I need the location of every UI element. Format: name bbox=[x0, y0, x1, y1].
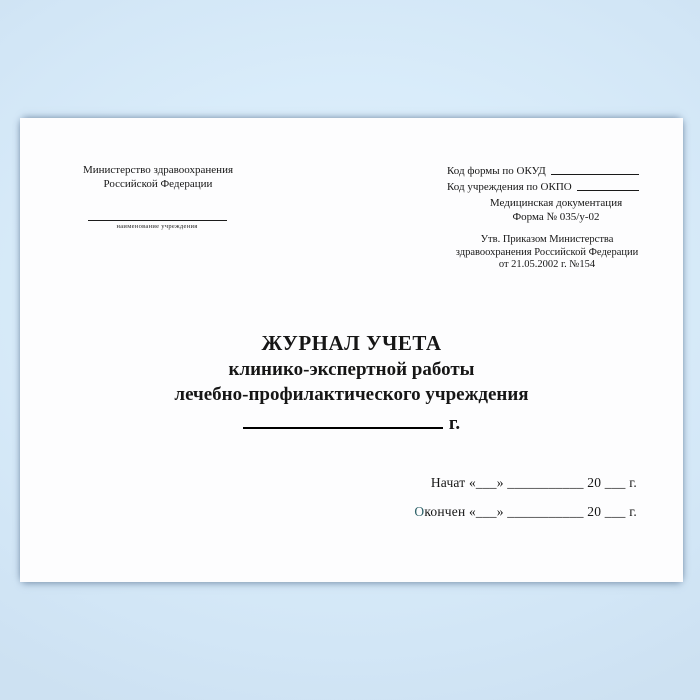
journal-title-line-2: клинико-экспертной работы bbox=[228, 359, 475, 380]
okud-blank-line bbox=[551, 174, 639, 175]
ministry-line-2: Российской Федерации bbox=[103, 177, 213, 190]
journal-title-line-1: ЖУРНАЛ УЧЕТА bbox=[261, 331, 442, 355]
journal-title-block bbox=[20, 330, 683, 435]
approval-line-3: от 21.05.2002 г. №154 bbox=[498, 259, 596, 270]
finished-date-text: кончен «___» ___________ 20 ___ г. bbox=[424, 504, 637, 519]
okpo-blank-line bbox=[577, 190, 639, 191]
okud-label: Код формы по ОКУД bbox=[447, 165, 546, 177]
okud-code-row bbox=[447, 164, 639, 177]
approval-line-2: здравоохранения Российской Федерации bbox=[455, 246, 639, 258]
year-suffix: г. bbox=[448, 413, 461, 434]
codes-block bbox=[447, 164, 639, 196]
year-blank-line bbox=[243, 414, 443, 429]
ministry-line-1: Министерство здравоохранения bbox=[82, 164, 234, 176]
medical-documentation-label: Медицинская документация bbox=[489, 197, 623, 209]
finished-date-row bbox=[357, 504, 637, 520]
approval-block bbox=[442, 234, 652, 272]
finished-first-letter: О bbox=[414, 504, 425, 519]
institution-name-caption: наименование учреждения bbox=[116, 223, 198, 230]
okpo-code-row bbox=[447, 180, 639, 193]
journal-year-row bbox=[20, 413, 683, 435]
approval-line-1: Утв. Приказом Министерства bbox=[480, 234, 614, 245]
form-number: Форма № 035/у-02 bbox=[512, 210, 600, 223]
ministry-block bbox=[68, 164, 248, 191]
institution-name-blank-line bbox=[88, 220, 227, 221]
journal-cover-page bbox=[20, 118, 683, 582]
medical-documentation-block bbox=[456, 197, 656, 224]
okpo-label: Код учреждения по ОКПО bbox=[447, 181, 572, 193]
started-date-row: Начат «___» ___________ 20 ___ г. bbox=[430, 475, 637, 490]
dates-block bbox=[357, 475, 637, 533]
journal-title-line-3: лечебно-профилактического учреждения bbox=[174, 384, 529, 405]
